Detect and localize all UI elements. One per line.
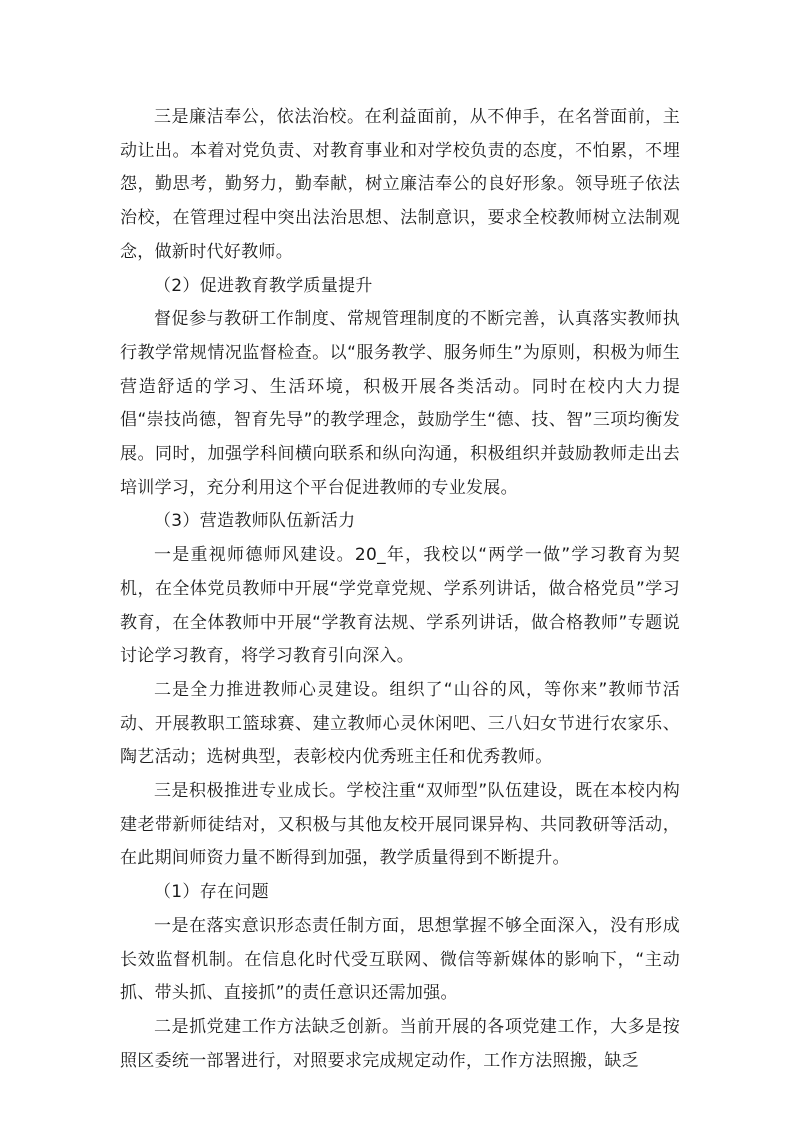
document-body <box>120 101 680 1078</box>
paragraph-problem-one: 一是在落实意识形态责任制方面，思想掌握不够全面深入，没有形成长效监督机制。在信息化时代受互联网、微信等新媒体的影响下，“主动抓、带头抓、直接抓”的责任意识还需加强。 <box>120 915 680 1004</box>
paragraph-problem-two: 二是抓党建工作方法缺乏创新。当前开展的各项党建工作，大多是按照区委统一部署进行，对照要求完成规定动作，工作方法照搬，缺乏 <box>120 1016 680 1071</box>
paragraph-quality: 督促参与教研工作制度、常规管理制度的不断完善，认真落实教师执行教学常规情况监督检查。以“服务教学、服务师生”为原则，积极为师生营造舒适的学习、生活环境，积极开展各类活动。同时在校内大力提倡“崇技尚德，智育先导”的教学理念，鼓励学生“德、技、智”三项均衡发展。同时，加强学科间横向联系和纵向沟通，积极组织并鼓励教师走出去培训学习，充分利用这个平台促进教师的专业发展。 <box>120 309 680 498</box>
paragraph-integrity: 三是廉洁奉公，依法治校。在利益面前，从不伸手，在名誉面前，主动让出。本着对党负责、对教育事业和对学校负责的态度，不怕累，不埋怨，勤思考，勤努力，勤奉献，树立廉洁奉公的良好形象。领导班子依法治校，在管理过程中突出法治思想、法制意识，要求全校教师树立法制观念，做新时代好教师。 <box>120 107 680 262</box>
section-heading-teachers: （3）营造教师队伍新活力 <box>154 511 356 532</box>
paragraph-wellbeing: 二是全力推进教师心灵建设。组织了“山谷的风，等你来”教师节活动、开展教职工篮球赛、建立教师心灵休闲吧、三八妇女节进行农家乐、陶艺活动；选树典型，表彰校内优秀班主任和优秀教师。 <box>120 679 680 768</box>
paragraph-ethics: 一是重视师德师风建设。20_年，我校以“两学一做”学习教育为契机，在全体党员教师中开展“学党章党规、学系列讲话，做合格党员”学习教育，在全体教师中开展“学教育法规、学系列讲话，做合格教师”专题说讨论学习教育，将学习教育引向深入。 <box>120 545 680 667</box>
section-heading-problems: （1）存在问题 <box>154 882 269 903</box>
section-heading-quality: （2）促进教育教学质量提升 <box>154 275 373 296</box>
paragraph-growth: 三是积极推进专业成长。学校注重“双师型”队伍建设，既在本校内构建老带新师徒结对，又积极与其他友校开展同课异构、共同教研等活动，在此期间师资力量不断得到加强，教学质量得到不断提升。 <box>120 781 680 869</box>
